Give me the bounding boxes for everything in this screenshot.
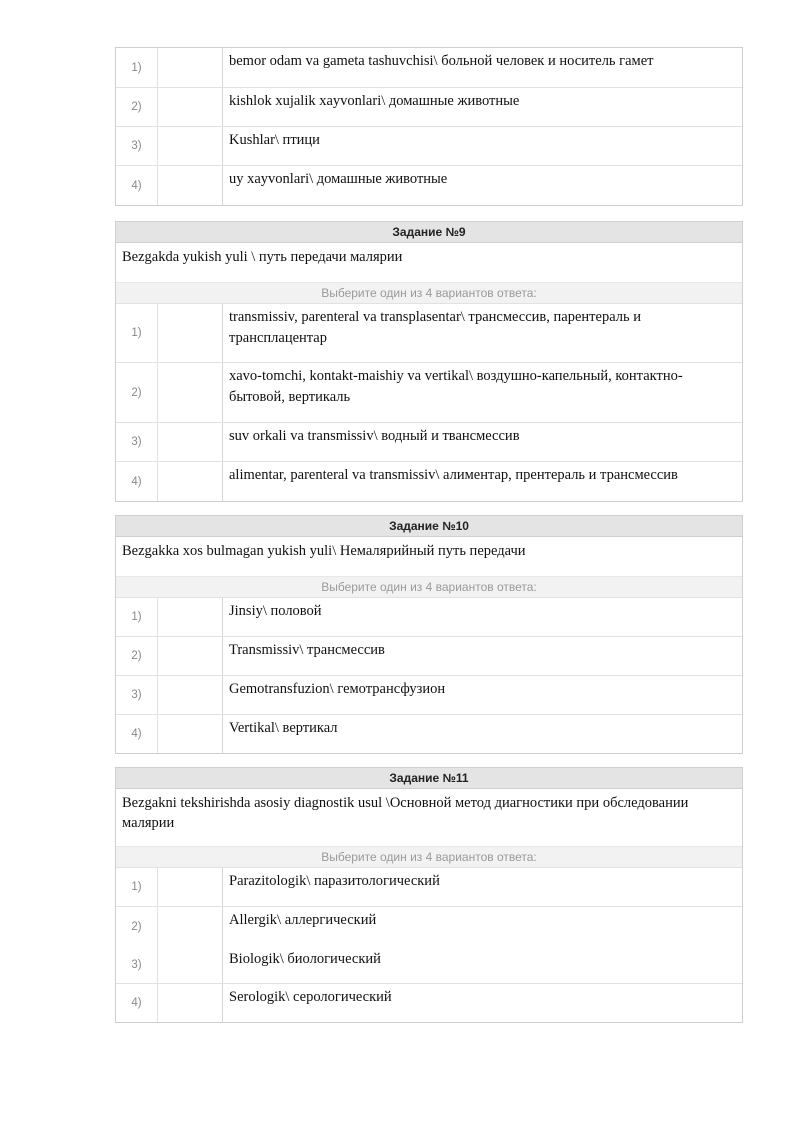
option-text: kishlok xujalik xayvonlari\ домашные животные xyxy=(229,93,520,109)
question-text: Bezgakda yukish yuli \ путь передачи малярии xyxy=(116,243,742,283)
task-title: Задание №9 xyxy=(116,222,742,243)
answer-mark-cell[interactable] xyxy=(158,907,223,946)
option-text: Kushlar\ птици xyxy=(229,132,320,148)
answer-mark-cell[interactable] xyxy=(158,676,223,714)
option-number: 2) xyxy=(116,88,158,126)
answer-row[interactable] xyxy=(116,946,742,984)
answer-row[interactable] xyxy=(116,907,742,946)
option-number: 4) xyxy=(116,166,158,205)
option-number: 4) xyxy=(116,984,158,1022)
answer-mark-cell[interactable] xyxy=(158,88,223,126)
answer-row[interactable] xyxy=(116,637,742,676)
option-text: Parazitologik\ паразитологический xyxy=(229,873,440,889)
question-text: Bezgakni tekshirishda asosiy diagnostik usul \Основной метод диагностики при обследовании малярии xyxy=(116,789,742,847)
option-number: 3) xyxy=(116,676,158,714)
answer-mark-cell[interactable] xyxy=(158,946,223,983)
option-text: transmissiv, parenteral va transplasentar\ трансмессив, парентераль и трансплацентар xyxy=(229,309,641,346)
option-number: 4) xyxy=(116,462,158,501)
answer-mark-cell[interactable] xyxy=(158,166,223,205)
option-number: 3) xyxy=(116,423,158,461)
answer-mark-cell[interactable] xyxy=(158,48,223,87)
answer-mark-cell[interactable] xyxy=(158,423,223,461)
option-number: 3) xyxy=(116,127,158,165)
answer-row[interactable] xyxy=(116,676,742,715)
option-number: 4) xyxy=(116,715,158,753)
answer-row[interactable] xyxy=(116,88,742,127)
option-text: Vertikal\ вертикал xyxy=(229,720,338,736)
option-text: bemor odam va gameta tashuvchisi\ больной человек и носитель гамет xyxy=(229,53,654,69)
answer-row[interactable] xyxy=(116,48,742,88)
instruction-text: Выберите один из 4 вариантов ответа: xyxy=(116,577,742,598)
answer-row[interactable] xyxy=(116,127,742,166)
option-number: 2) xyxy=(116,637,158,675)
question-text: Bezgakka xos bulmagan yukish yuli\ Немалярийный путь передачи xyxy=(116,537,742,577)
option-number: 1) xyxy=(116,868,158,906)
answer-mark-cell[interactable] xyxy=(158,462,223,501)
answer-row[interactable] xyxy=(116,363,742,423)
task-block-10 xyxy=(115,515,743,754)
answer-mark-cell[interactable] xyxy=(158,304,223,362)
answer-mark-cell[interactable] xyxy=(158,637,223,675)
task-block-11 xyxy=(115,767,743,1023)
option-text: Serologik\ серологический xyxy=(229,989,392,1005)
option-text: Biologik\ биологический xyxy=(229,951,381,967)
answer-row[interactable] xyxy=(116,598,742,637)
answer-row[interactable] xyxy=(116,715,742,753)
answer-mark-cell[interactable] xyxy=(158,984,223,1022)
answer-row[interactable] xyxy=(116,304,742,363)
task-block-9 xyxy=(115,221,743,502)
answer-row[interactable] xyxy=(116,984,742,1022)
answer-mark-cell[interactable] xyxy=(158,363,223,422)
task-title: Задание №10 xyxy=(116,516,742,537)
answer-mark-cell[interactable] xyxy=(158,127,223,165)
instruction-text: Выберите один из 4 вариантов ответа: xyxy=(116,847,742,868)
instruction-text: Выберите один из 4 вариантов ответа: xyxy=(116,283,742,304)
option-number: 1) xyxy=(116,304,158,362)
option-number: 3) xyxy=(116,946,158,983)
option-text: Transmissiv\ трансмессив xyxy=(229,642,385,658)
option-text: uy xayvonlari\ домашные животные xyxy=(229,171,448,187)
answer-row[interactable] xyxy=(116,166,742,205)
answer-row[interactable] xyxy=(116,423,742,462)
task-block-continued xyxy=(115,47,743,206)
option-text: alimentar, parenteral va transmissiv\ алиментар, прентераль и трансмессив xyxy=(229,467,678,483)
option-text: Jinsiy\ половой xyxy=(229,603,322,619)
option-text: suv orkali va transmissiv\ водный и твансмессив xyxy=(229,428,520,444)
answer-mark-cell[interactable] xyxy=(158,868,223,906)
option-number: 2) xyxy=(116,907,158,946)
option-number: 2) xyxy=(116,363,158,422)
option-text: Allergik\ аллергический xyxy=(229,912,377,928)
option-number: 1) xyxy=(116,598,158,636)
answer-row[interactable] xyxy=(116,868,742,907)
option-text: xavo-tomchi, kontakt-maishiy va vertikal\ воздушно-капельный, контактно-бытовой, вертикаль xyxy=(229,368,683,405)
option-number: 1) xyxy=(116,48,158,87)
answer-mark-cell[interactable] xyxy=(158,598,223,636)
option-text: Gemotransfuzion\ гемотрансфузион xyxy=(229,681,446,697)
task-title: Задание №11 xyxy=(116,768,742,789)
answer-mark-cell[interactable] xyxy=(158,715,223,753)
answer-row[interactable] xyxy=(116,462,742,501)
